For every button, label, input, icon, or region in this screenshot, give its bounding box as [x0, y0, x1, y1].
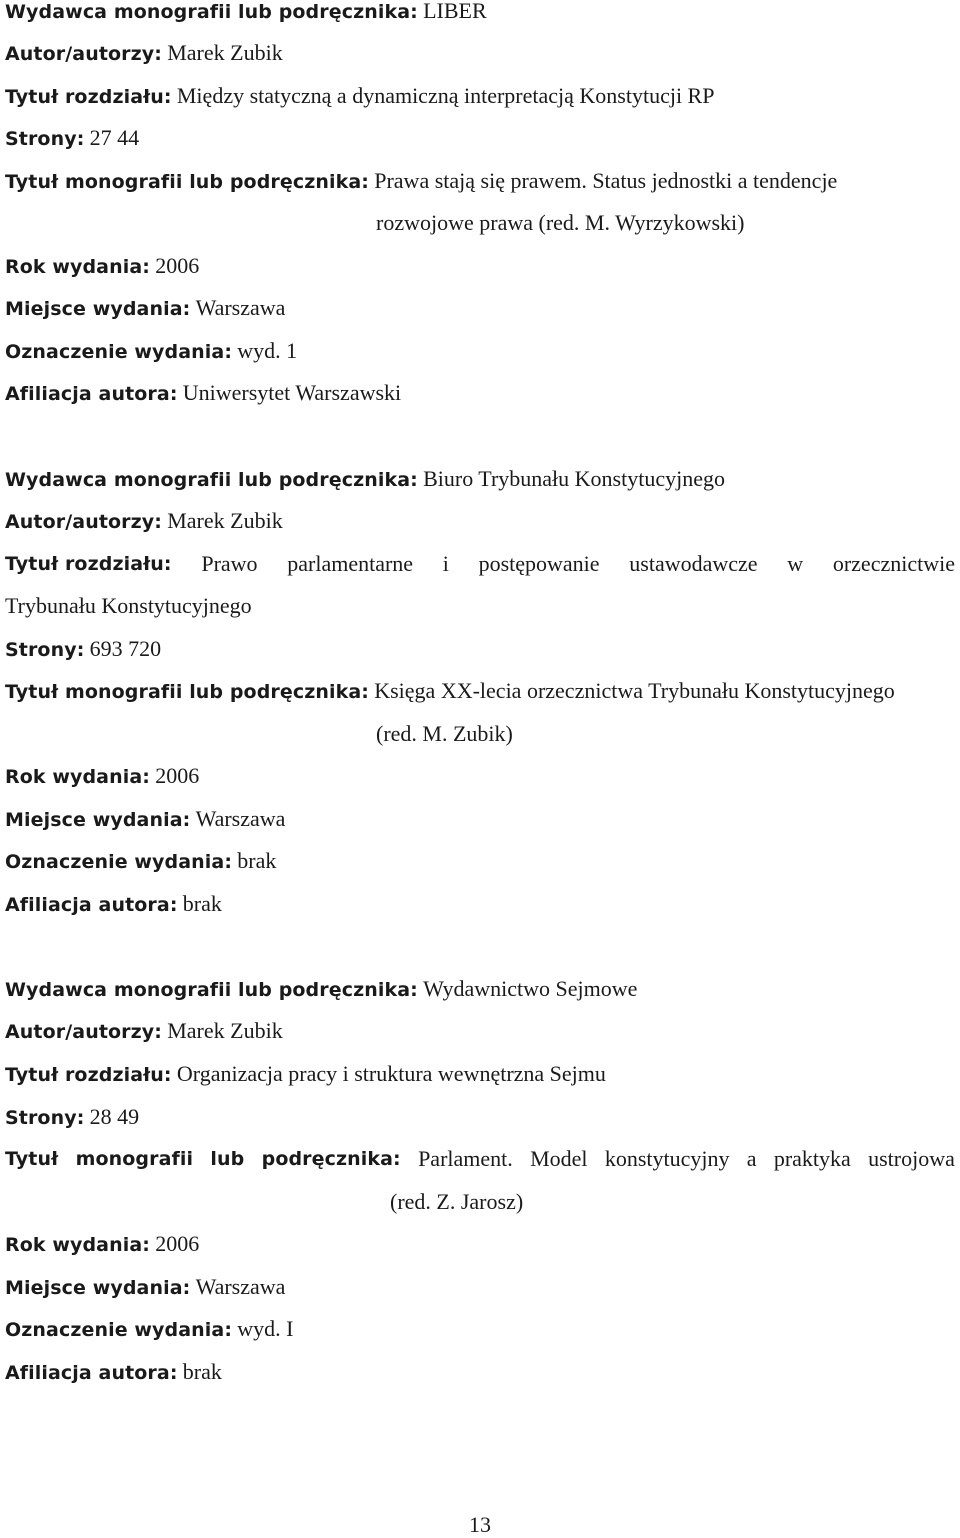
author-label: Autor/autorzy: — [5, 1021, 162, 1043]
entry-2-chapter-line2 — [5, 593, 252, 619]
entry-1-affiliation-line — [5, 380, 401, 407]
year-label: Rok wydania: — [5, 256, 150, 278]
chapter-word: i — [442, 551, 449, 576]
entry-1-publisher-line — [5, 0, 487, 25]
chapter-word: parlamentarne — [287, 551, 414, 576]
affiliation-value: brak — [182, 891, 222, 916]
pages-label: Strony: — [5, 1107, 85, 1129]
entry-1-book-line — [5, 168, 837, 195]
book-label: Tytuł monografii lub podręcznika: — [5, 171, 369, 193]
pages-label: Strony: — [5, 639, 85, 661]
book-value-line1: Księga XX-lecia orzecznictwa Trybunału Konstytucyjnego — [374, 678, 895, 703]
book-word: Parlament. — [418, 1146, 513, 1171]
affiliation-label: Afiliacja autora: — [5, 383, 178, 405]
entry-2-publisher-line — [5, 466, 725, 493]
chapter-value: Organizacja pracy i struktura wewnętrzna Sejmu — [176, 1061, 606, 1086]
affiliation-value: brak — [182, 1359, 222, 1384]
place-value: Warszawa — [195, 295, 286, 320]
entry-3-affiliation-line — [5, 1359, 222, 1386]
entry-3-book-line2 — [390, 1189, 523, 1215]
book-word: Model — [530, 1146, 588, 1171]
book-word: a — [746, 1146, 757, 1171]
book-label-word: monografii — [75, 1148, 194, 1170]
entry-2-book-line — [5, 678, 895, 705]
author-value: Marek Zubik — [167, 508, 283, 533]
affiliation-label: Afiliacja autora: — [5, 1362, 178, 1384]
book-word: praktyka — [773, 1146, 851, 1171]
chapter-word: orzecznictwie — [832, 551, 955, 576]
entry-3-author-line — [5, 1018, 283, 1045]
book-word: konstytucyjny — [604, 1146, 730, 1171]
author-value: Marek Zubik — [167, 1018, 283, 1043]
place-value: Warszawa — [195, 806, 286, 831]
entry-2-place-line — [5, 806, 285, 833]
entry-2-pages-line — [5, 636, 161, 663]
entry-3-edition-line — [5, 1316, 294, 1343]
book-word: ustrojowa — [868, 1146, 955, 1171]
book-label: Tytuł monografii lub podręcznika: — [5, 681, 369, 703]
edition-value: wyd. 1 — [237, 338, 298, 363]
year-value: 2006 — [155, 253, 200, 278]
publisher-label: Wydawca monografii lub podręcznika: — [5, 979, 418, 1001]
entry-2-book-line2 — [376, 721, 513, 747]
chapter-value-line2: Trybunału Konstytucyjnego — [5, 593, 252, 618]
chapter-word: ustawodawcze — [629, 551, 758, 576]
entry-1-author-line — [5, 40, 283, 67]
entry-1-book-line2 — [376, 210, 745, 236]
chapter-word: postępowanie — [478, 551, 600, 576]
entry-2-year-line — [5, 763, 199, 790]
entry-2-chapter-line — [5, 551, 955, 577]
chapter-label: Tytuł rozdziału: — [5, 86, 172, 108]
entry-3-year-line — [5, 1231, 199, 1258]
pages-value: 27 44 — [89, 125, 140, 150]
pages-value: 693 720 — [89, 636, 162, 661]
entry-1-edition-line — [5, 338, 297, 365]
chapter-value: Między statyczną a dynamiczną interpretacją Konstytucji RP — [176, 83, 715, 108]
place-label: Miejsce wydania: — [5, 298, 191, 320]
book-label-word: lub — [210, 1148, 245, 1170]
affiliation-label: Afiliacja autora: — [5, 894, 178, 916]
book-value-line2: (red. Z. Jarosz) — [390, 1189, 524, 1214]
year-value: 2006 — [155, 763, 200, 788]
publisher-value: Biuro Trybunału Konstytucyjnego — [423, 466, 725, 491]
edition-label: Oznaczenie wydania: — [5, 851, 233, 873]
book-value-line2: rozwojowe prawa (red. M. Wyrzykowski) — [376, 210, 745, 235]
entry-3-chapter-line — [5, 1061, 606, 1088]
entry-1-year-line — [5, 253, 199, 280]
edition-value: brak — [237, 848, 277, 873]
year-value: 2006 — [155, 1231, 200, 1256]
edition-label: Oznaczenie wydania: — [5, 1319, 233, 1341]
pages-label: Strony: — [5, 128, 85, 150]
chapter-word: w — [787, 551, 804, 576]
page-number: 13 — [469, 1512, 491, 1537]
affiliation-value: Uniwersytet Warszawski — [182, 380, 402, 405]
entry-3-book-line — [5, 1146, 955, 1172]
chapter-word: Prawo — [201, 551, 258, 576]
author-label: Autor/autorzy: — [5, 511, 162, 533]
entry-3-place-line — [5, 1274, 285, 1301]
year-label: Rok wydania: — [5, 766, 150, 788]
book-label-word: Tytuł — [5, 1148, 59, 1170]
publisher-value: LIBER — [423, 0, 487, 23]
chapter-label: Tytuł rozdziału: — [5, 1064, 172, 1086]
edition-label: Oznaczenie wydania: — [5, 341, 233, 363]
entry-1-pages-line — [5, 125, 139, 152]
pages-value: 28 49 — [89, 1104, 140, 1129]
author-value: Marek Zubik — [167, 40, 283, 65]
publisher-value: Wydawnictwo Sejmowe — [423, 976, 638, 1001]
book-value-line1: Prawa stają się prawem. Status jednostki a tendencje — [374, 168, 838, 193]
entry-2-author-line — [5, 508, 283, 535]
chapter-label: Tytuł rozdziału: — [5, 553, 172, 575]
entry-1-place-line — [5, 295, 285, 322]
author-label: Autor/autorzy: — [5, 43, 162, 65]
entry-3-pages-line — [5, 1104, 139, 1131]
entry-3-publisher-line — [5, 976, 637, 1003]
book-value-line2: (red. M. Zubik) — [376, 721, 513, 746]
entry-2-edition-line — [5, 848, 276, 875]
place-label: Miejsce wydania: — [5, 809, 191, 831]
edition-value: wyd. I — [237, 1316, 294, 1341]
place-value: Warszawa — [195, 1274, 286, 1299]
book-label-word: podręcznika: — [261, 1148, 401, 1170]
entry-1-chapter-line — [5, 83, 714, 110]
year-label: Rok wydania: — [5, 1234, 150, 1256]
publisher-label: Wydawca monografii lub podręcznika: — [5, 469, 418, 491]
place-label: Miejsce wydania: — [5, 1277, 191, 1299]
publisher-label: Wydawca monografii lub podręcznika: — [5, 1, 418, 23]
entry-2-affiliation-line — [5, 891, 222, 918]
